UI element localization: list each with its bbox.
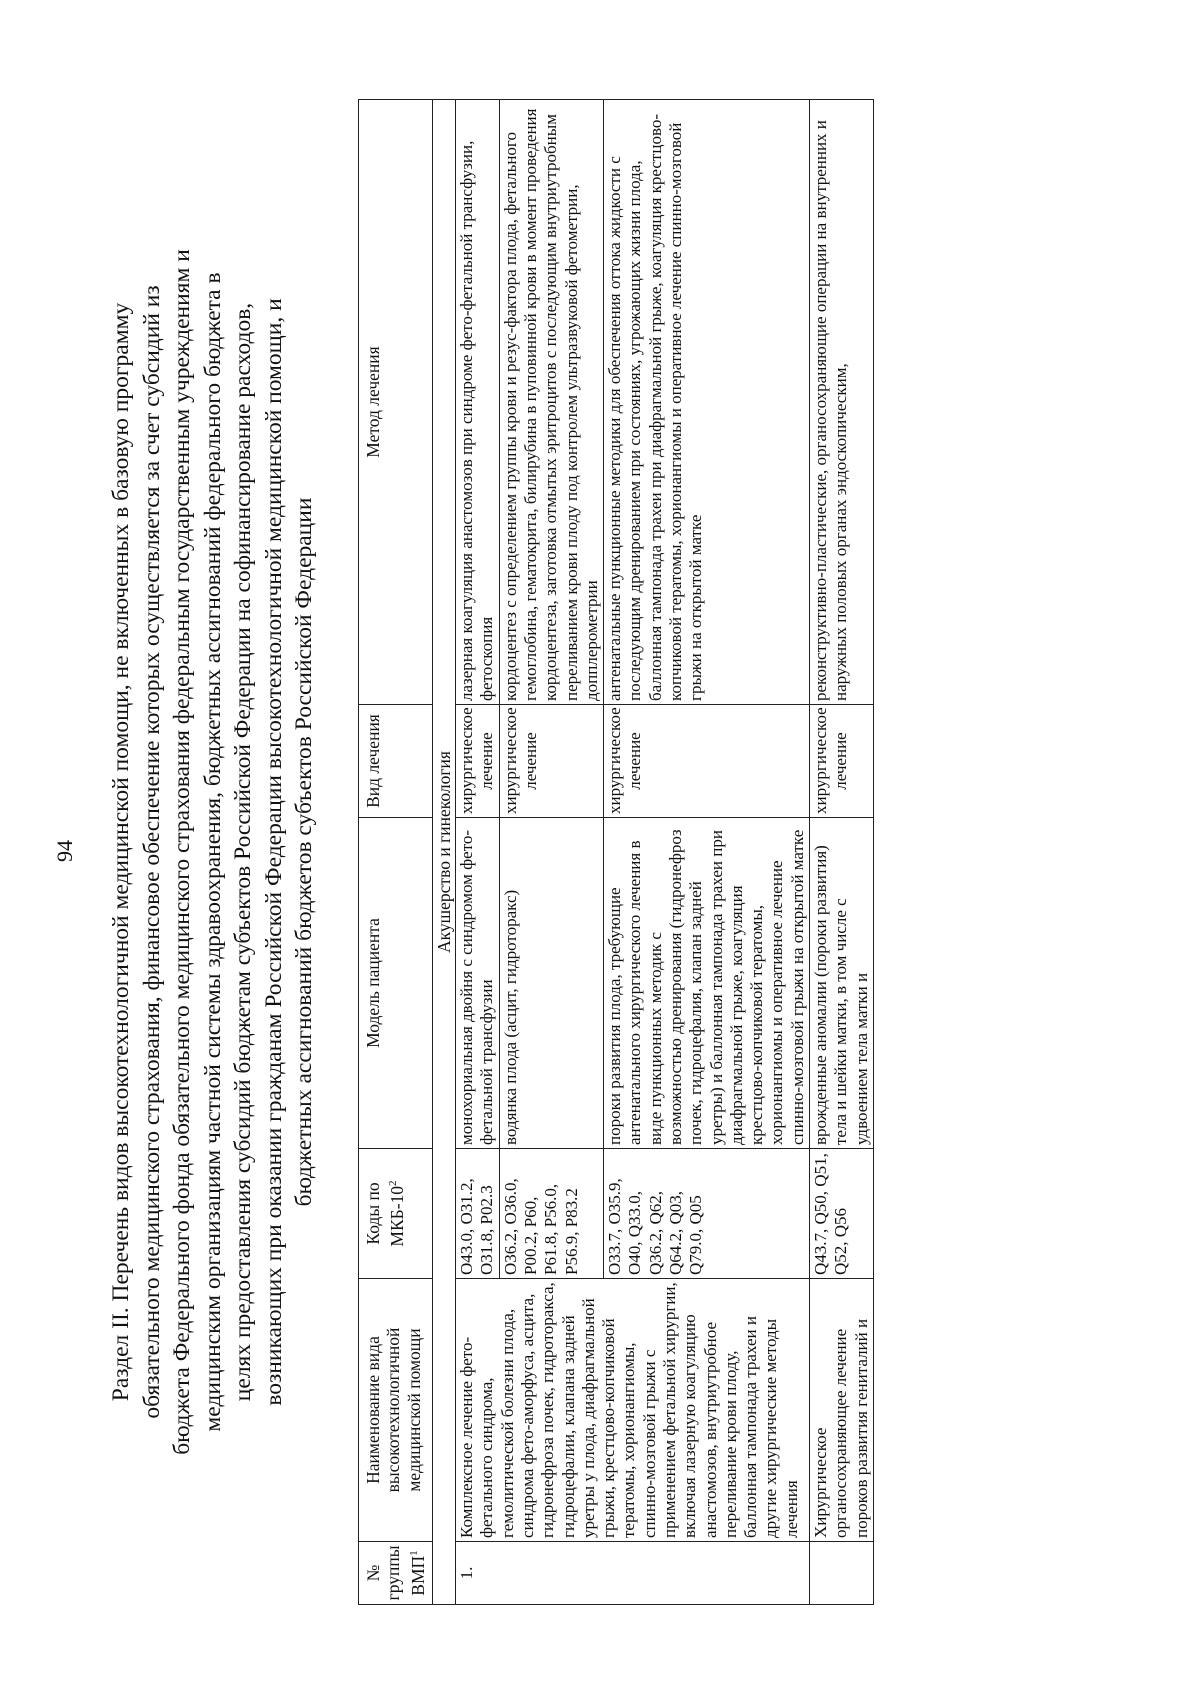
heading-line: возникающих при оказании гражданам Российской Федерации высокотехнологичной медицинской помощи, и xyxy=(260,298,287,1406)
patient-model: врожденные аномалии (пороки развития) тела и шейки матки, в том числе с удвоением тела матки и xyxy=(810,818,874,1149)
header-group-no: № группы ВМП$^1$ xyxy=(359,1542,433,1605)
treatment-type: хирургическое лечение xyxy=(604,705,810,818)
header-patient-model: Модель пациента xyxy=(359,818,433,1149)
vmp-name: Комплексное лечение фето-фетального синдрома, гемолитической болезни плода, синдрома фето-аморфуса, асцита, гидронефроза почек, гидроторакса, гидроцефалии, клапана задней уретры у плода, диафрагмальной грыжи, крестцово-копчиковой тератомы, хорионангиомы, спинно-мозговой грыжи с применением фетальной хирургии, включая лазерную коагуляцию анастомозов, внутриутробное переливание крови плоду, баллонная тампонада трахеи и другие хирургические методы лечения xyxy=(456,1279,810,1542)
treatment-type: хирургическое лечение xyxy=(456,705,500,818)
group-number xyxy=(810,1542,874,1605)
treatment-method: реконструктивно-пластические, органосохраняющие операции на внутренних и наружных половых органах эндоскопическим, xyxy=(810,100,874,705)
table-row xyxy=(456,100,500,1605)
header-treatment-type: Вид лечения xyxy=(359,705,433,818)
table-row xyxy=(810,100,874,1605)
treatment-method: кордоцентез с определением группы крови и резус-фактора плода, фетального гемоглобина, гематокрита, билирубина в пуповинной крови в момент проведения кордоцентеза, заготовка отмытых эритроцитов с последующим внутриутробным переливанием крови плоду под контролем ультразвуковой фетометрии, допплерометрии xyxy=(499,100,603,705)
section-heading xyxy=(106,192,320,1512)
treatment-method: антенатальные пункционные методики для обеспечения оттока жидкости с последующим дренированием при состояниях, угрожающих жизни плода, баллонная тампонада трахеи при диафрагмальной грыже, коагуляция крестцово-копчиковой тератомы, хорионангиомы и оперативное лечение спинно-мозговой грыжи на открытой матке xyxy=(604,100,810,705)
heading-line: обязательного медицинского страхования, финансовое обеспечение которых осуществляется за счет субсидий из xyxy=(138,285,165,1419)
treatment-type: хирургическое лечение xyxy=(810,705,874,818)
heading-line: целях предоставления субсидий бюджетам субъектов Российской Федерации на софинансирование расходов, xyxy=(230,302,256,1402)
page-number: 94 xyxy=(52,840,77,862)
vmp-name: Хирургическое органосохраняющее лечение пороков развития гениталий и xyxy=(810,1279,874,1542)
group-number: 1. xyxy=(456,1542,810,1605)
treatment-type: хирургическое лечение xyxy=(499,705,603,818)
icd-codes: O33.7, O35.9, O40, Q33.0, Q36.2, Q62, Q64.2, Q03, Q79.0, Q05 xyxy=(604,1149,810,1279)
heading-line: Раздел II. Перечень видов высокотехнологичной медицинской помощи, не включенных в базовую программу xyxy=(108,302,134,1402)
patient-model: пороки развития плода, требующие антенатального хирургического лечения в виде пункционных методик с возможностью дренирования (гидронефроз почек, гидроцефалия, клапан задней уретры) и баллонная тампонада трахеи при диафрагмальной грыже, коагуляция крестцово-копчиковой тератомы, хорионангиомы и оперативное лечение спинно-мозговой грыжи на открытой матке xyxy=(604,818,810,1149)
patient-model: монохориальная двойня с синдромом фето-фетальной трансфузии xyxy=(456,818,500,1149)
icd-codes: O43.0, O31.2, O31.8, P02.3 xyxy=(456,1149,500,1279)
icd-codes: Q43.7, Q50, Q51, Q52, Q56 xyxy=(810,1149,874,1279)
header-method: Метод лечения xyxy=(359,100,433,705)
patient-model: водянка плода (асцит, гидроторакс) xyxy=(499,818,603,1149)
section-title: Акушерство и гинекология xyxy=(432,100,455,1605)
treatment-method: лазерная коагуляция анастомозов при синдроме фето-фетальной трансфузии, фетоскопия xyxy=(456,100,500,705)
header-name: Наименование вида высокотехнологичной медицинской помощи xyxy=(359,1279,433,1542)
heading-line: медицинским организациям частной системы здравоохранения, бюджетных ассигнований федерального бюджета в xyxy=(199,272,226,1432)
heading-line: бюджета Федерального фонда обязательного медицинского страхования федеральным государственным учреждениям и xyxy=(169,249,195,1455)
icd-codes: O36.2, O36.0, P00.2, P60, P61.8, P56.0, P56.9, P83.2 xyxy=(499,1149,603,1279)
section-row xyxy=(432,100,455,1605)
heading-line: бюджетных ассигнований бюджетов субъектов Российской Федерации xyxy=(291,497,317,1207)
header-codes: Коды по МКБ-$10^2$ xyxy=(359,1149,433,1279)
table-header-row xyxy=(359,100,433,1605)
vmp-table xyxy=(358,99,874,1605)
